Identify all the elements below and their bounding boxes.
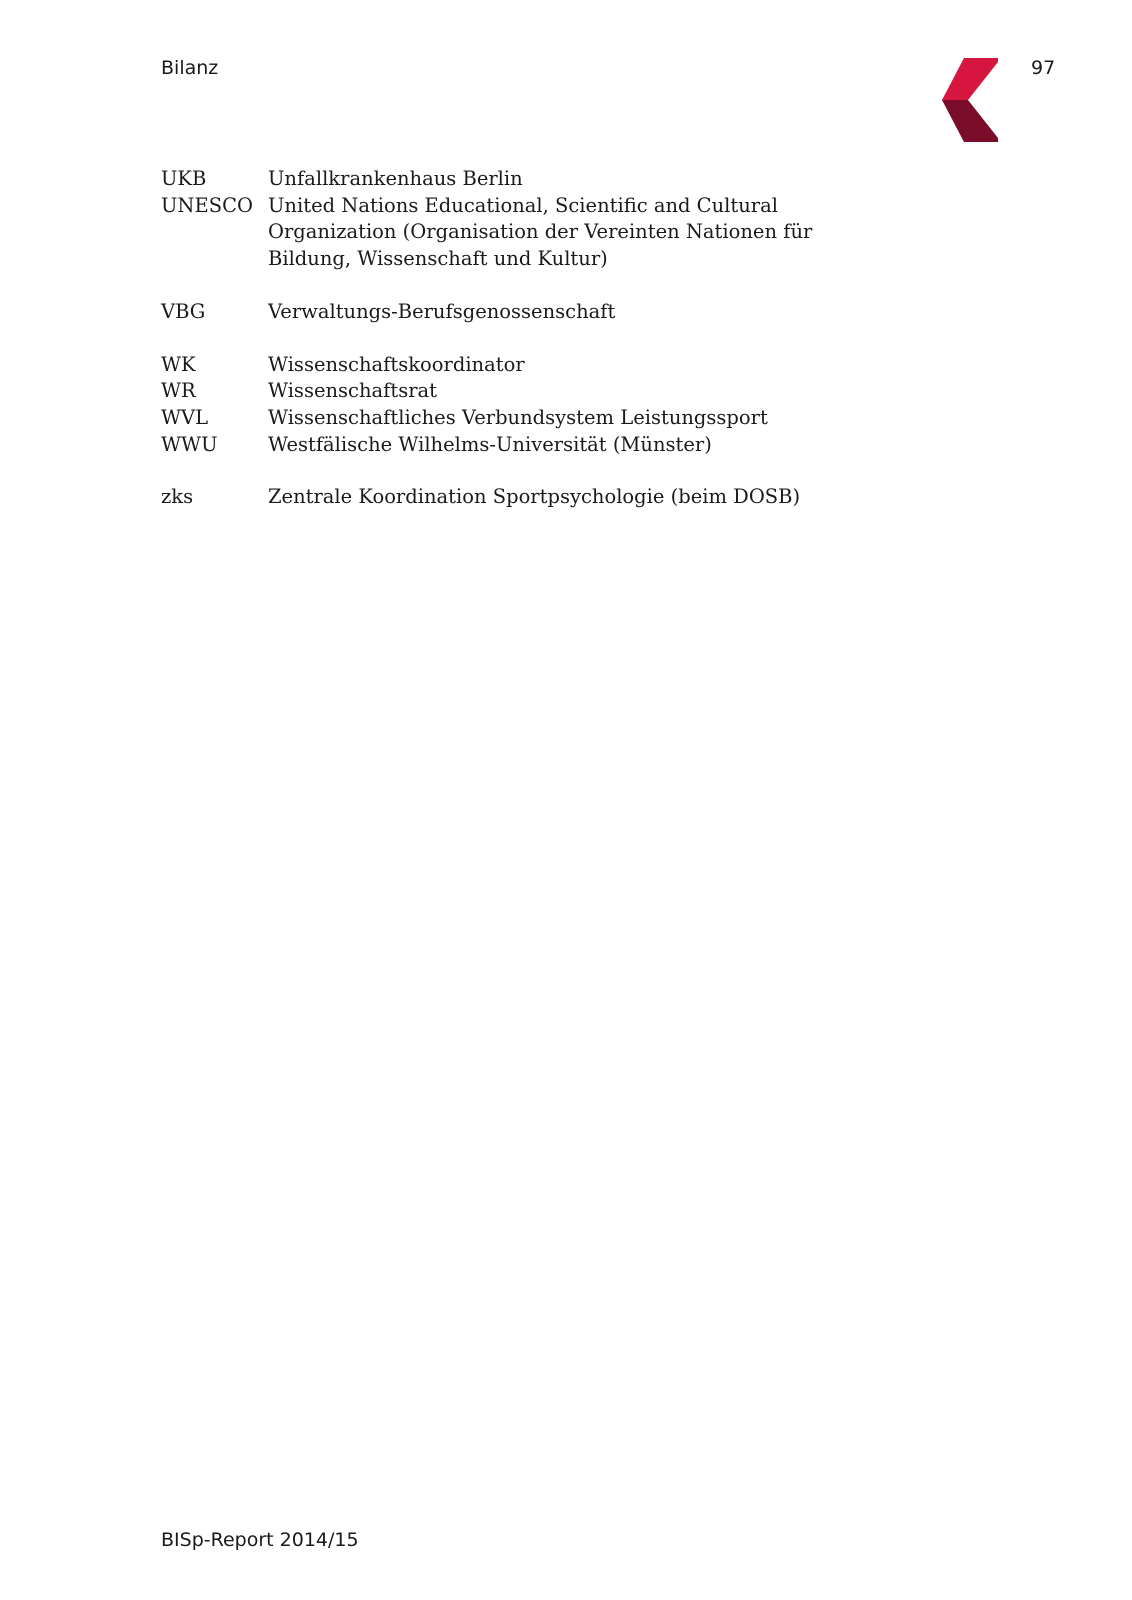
abbreviation-entry	[161, 193, 881, 273]
abbreviation-entry	[161, 352, 881, 379]
abbreviation-definition: Verwaltungs-Berufsgenossenschaft	[268, 299, 616, 323]
abbreviation-entry	[161, 484, 881, 511]
logo-lower-shape	[942, 100, 998, 142]
abbreviation-definition: Westfälische Wilhelms-Universität (Münster)	[268, 432, 712, 456]
abbreviation-entry	[161, 432, 881, 459]
abbreviation-list	[161, 166, 881, 537]
abbreviation-entry	[161, 405, 881, 432]
abbreviation-term: WR	[161, 379, 196, 403]
running-head-section: Bilanz	[161, 57, 219, 79]
chevron-left-logo-icon	[942, 58, 998, 142]
abbreviation-definition: Wissenschaftliches Verbundsystem Leistungssport	[268, 405, 768, 429]
abbreviation-term: UNESCO	[161, 193, 253, 217]
footer-report-title: BISp-Report 2014/15	[161, 1529, 359, 1551]
abbreviation-term: WVL	[161, 405, 209, 429]
abbreviation-term: UKB	[161, 167, 207, 190]
abbreviation-group-z	[161, 484, 881, 511]
abbreviation-definition: Zentrale Koordination Sportpsychologie (beim DOSB)	[268, 485, 801, 509]
abbreviation-term: WWU	[161, 432, 218, 456]
abbreviation-definition: Unfallkrankenhaus Berlin	[268, 167, 523, 190]
logo-upper-shape	[942, 58, 998, 100]
abbreviation-entry	[161, 378, 881, 405]
abbreviation-definition: Wissenschaftskoordinator	[268, 352, 525, 376]
abbreviation-group-w	[161, 352, 881, 459]
abbreviation-term: WK	[161, 352, 196, 376]
abbreviation-group-u	[161, 166, 881, 273]
abbreviation-group-v	[161, 299, 881, 326]
page-number: 97	[1031, 57, 1056, 79]
abbreviation-term: zks	[161, 485, 194, 509]
abbreviation-definition: United Nations Educational, Scientific and Cultural Organization (Organisation der Vereinten Nationen für Bildung, Wissenschaft und Kultur)	[268, 193, 813, 271]
abbreviation-definition: Wissenschaftsrat	[268, 379, 438, 403]
abbreviation-term: VBG	[161, 299, 206, 323]
abbreviation-entry	[161, 166, 881, 193]
abbreviation-entry	[161, 299, 881, 326]
